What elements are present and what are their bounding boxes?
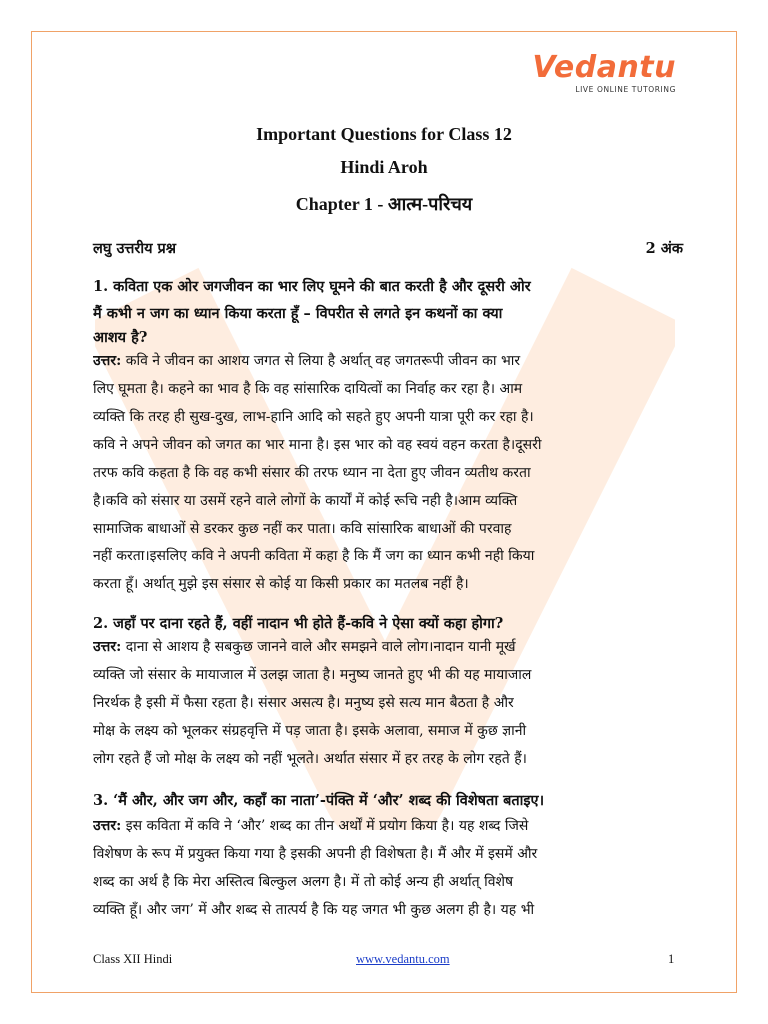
footer-class-label: Class XII Hindi bbox=[93, 952, 173, 966]
answer-3-line: शब्द का अर्थ है कि मेरा अस्तित्व बिल्कुल अलग है। में तो कोई अन्य ही अर्थात् विशेष bbox=[93, 874, 514, 890]
answer-3-line: उत्तर: इस कविता में कवि ने ‘और’ शब्द का तीन अर्थों में प्रयोग किया है। यह शब्द जिसे bbox=[93, 818, 529, 834]
answer-2-line: लोग रहते हैं जो मोक्ष के लक्ष्य को नहीं भूलते। अर्थात संसार में हर तरह के लोग रहते हैं। bbox=[93, 751, 527, 767]
chapter-title: Chapter 1 - आत्म-परिचय bbox=[295, 194, 473, 214]
answer-1-line: सामाजिक बाधाओं से डरकर कुछ नहीं कर पाता। कवि सांसारिक बाधाओं की परवाह bbox=[93, 521, 512, 537]
document-subject: Hindi Aroh bbox=[340, 157, 428, 177]
logo-wordmark: Vedantu bbox=[532, 50, 676, 85]
document-title: Important Questions for Class 12 bbox=[256, 124, 512, 144]
answer-1-line: नहीं करता।इसलिए कवि ने अपनी कविता में कहा है कि मैं जग का ध्यान कभी नही किया bbox=[93, 548, 535, 564]
answer-3-line: व्यक्ति हूँ। और जग’ में और शब्द से तात्पर्य है कि यह जगत भी कुछ अलग ही है। यह भी bbox=[93, 902, 535, 918]
answer-label: उत्तर: bbox=[93, 353, 122, 369]
answer-1-line: है।कवि को संसार या उसमें रहने वाले लोगों के कार्यों में कोई रूचि नही है।आम व्यक्ति bbox=[93, 493, 518, 509]
answer-2-line: व्यक्ति जो संसार के मायाजाल में उलझ जाता है। मनुष्य जानते हुए भी की यह मायाजाल bbox=[93, 667, 532, 683]
answer-1-line: तरफ कवि कहता है कि वह कभी संसार की तरफ ध्यान ना देता हुए जीवन व्यतीथ करता bbox=[93, 465, 531, 481]
answer-1-line: व्यक्ति कि तरह ही सुख-दुख, लाभ-हानि आदि को सहते हुए अपनी यात्रा पूरी कर रहा है। bbox=[93, 409, 534, 425]
section-marks: 2 अंक bbox=[645, 240, 683, 257]
logo-tagline: LIVE ONLINE TUTORING bbox=[575, 85, 676, 94]
section-label: लघु उत्तरीय प्रश्न bbox=[93, 240, 177, 257]
question-1-line: आशय है? bbox=[93, 329, 148, 346]
website-link[interactable]: www.vedantu.com bbox=[356, 952, 450, 966]
answer-1-line: कवि ने अपने जीवन को जगत का भार माना है। इस भार को वह स्वयं वहन करता है।दूसरी bbox=[93, 437, 542, 453]
answer-1-line: उत्तर: कवि ने जीवन का आशय जगत से लिया है अर्थात् वह जगतरूपी जीवन का भार bbox=[93, 353, 521, 369]
answer-2-line: मोक्ष के लक्ष्य को भूलकर संग्रहवृत्ति में पड़ जाता है। इसके अलावा, समाज में कुछ ज्ञानी bbox=[93, 723, 527, 739]
answer-1-line: लिए घूमता है। कहने का भाव है कि वह सांसारिक दायित्वों का निर्वाह कर रहा है। आम bbox=[93, 381, 523, 397]
question-3-line: 3. ‘मैं और, और जग और, कहाँ का नाता’-पंक्ति में ‘और’ शब्द की विशेषता बताइए। bbox=[93, 792, 545, 809]
footer-website bbox=[356, 952, 450, 967]
page-number: 1 bbox=[668, 952, 675, 966]
question-1-line: मैं कभी न जग का ध्यान किया करता हूँ – विपरीत से लगते इन कथनों का क्या bbox=[93, 305, 503, 322]
answer-3-line: विशेषण के रूप में प्रयुक्त किया गया है इसकी अपनी ही विशेषता है। मैं और में इसमें और bbox=[93, 846, 538, 862]
question-2-line: 2. जहाँ पर दाना रहते हैं, वहीं नादान भी होते हैं-कवि ने ऐसा क्यों कहा होगा? bbox=[93, 615, 504, 632]
answer-1-line: करता हूँ। अर्थात् मुझे इस संसार से कोई या किसी प्रकार का मतलब नहीं है। bbox=[93, 576, 469, 592]
answer-label: उत्तर: bbox=[93, 818, 122, 834]
answer-2-line: निरर्थक है इसी में फैसा रहता है। संसार असत्य है। मनुष्य इसे सत्य मान बैठता है और bbox=[93, 695, 514, 711]
answer-2-line: उत्तर: दाना से आशय है सबकुछ जानने वाले और समझने वाले लोग।नादान यानी मूर्ख bbox=[93, 639, 516, 655]
vedantu-logo bbox=[532, 52, 676, 94]
answer-label: उत्तर: bbox=[93, 639, 122, 655]
question-1-line: 1. कविता एक ओर जगजीवन का भार लिए घूमने की बात करती है और दूसरी ओर bbox=[93, 278, 531, 295]
